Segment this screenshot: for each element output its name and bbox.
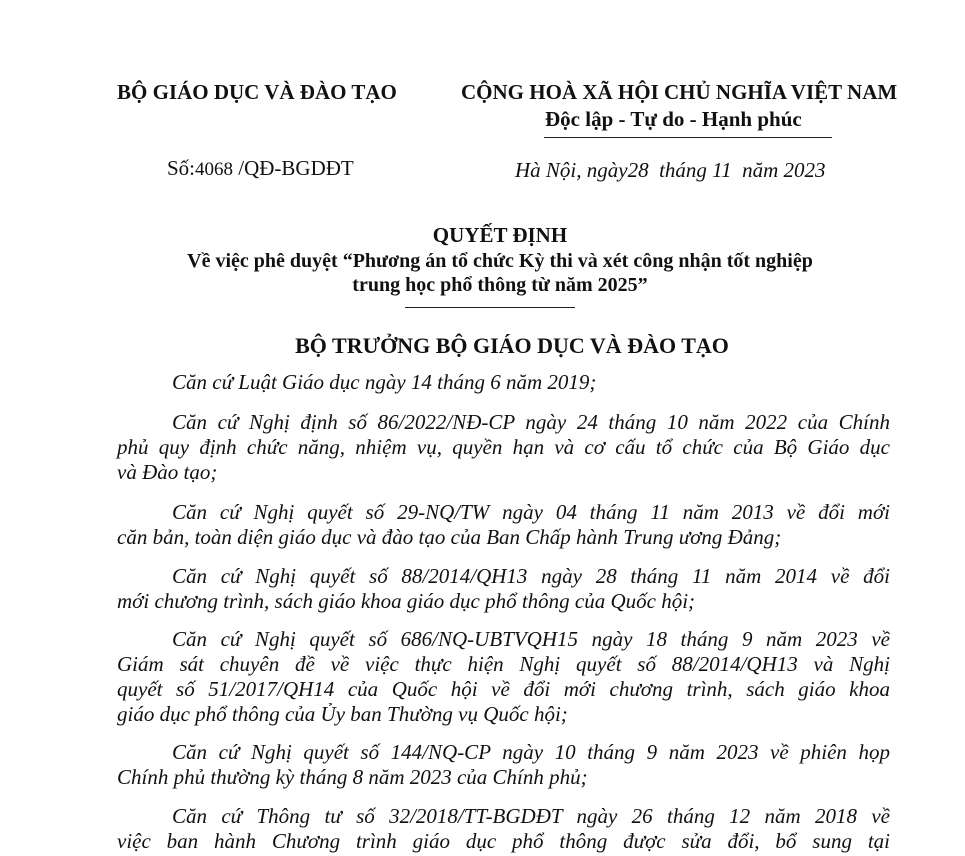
- month-label: tháng: [659, 158, 707, 182]
- motto-underline: [544, 137, 832, 138]
- year-label: năm: [742, 158, 779, 182]
- decision-heading: QUYẾT ĐỊNH: [432, 223, 568, 247]
- document-number: [167, 156, 354, 181]
- ministry-name: BỘ GIÁO DỤC VÀ ĐÀO TẠO: [117, 80, 397, 104]
- basis-2: Căn cứ Nghị định số 86/2022/NĐ-CP ngày 24 tháng 10 năm 2022 của Chính phủ quy định chức năng, nhiệm vụ, quyền hạn và cơ cấu tổ chức của Bộ Giáo dục và Đào tạo;: [117, 410, 890, 484]
- doc-number-prefix: Số:: [167, 156, 196, 180]
- basis-4: Căn cứ Nghị quyết số 88/2014/QH13 ngày 28 tháng 11 năm 2014 về đổi mới chương trình, sách giáo khoa giáo dục phổ thông của Quốc hội;: [117, 564, 890, 613]
- basis-3: Căn cứ Nghị quyết số 29-NQ/TW ngày 04 tháng 11 năm 2013 về đổi mới căn bản, toàn diện giáo dục và đào tạo của Ban Chấp hành Trung ương Đảng;: [117, 500, 890, 549]
- doc-number-value: 4068: [195, 159, 234, 180]
- place-date: [515, 158, 826, 183]
- decision-subject-line2: trung học phổ thông từ năm 2025”: [352, 274, 648, 296]
- date-year: 2023: [783, 158, 826, 182]
- decision-subject-line1: Về việc phê duyệt “Phương án tổ chức Kỳ thi và xét công nhận tốt nghiệp: [187, 250, 813, 272]
- basis-5: Căn cứ Nghị quyết số 686/NQ-UBTVQH15 ngày 18 tháng 9 năm 2023 về Giám sát chuyên đề về việc thực hiện Nghị quyết số 88/2014/QH13 và Nghị quyết số 51/2017/QH14 của Quốc hội về đổi mới chương trình, sách giáo khoa giáo dục phổ thông của Ủy ban Thường vụ Quốc hội;: [117, 627, 890, 726]
- basis-1: Căn cứ Luật Giáo dục ngày 14 tháng 6 năm 2019;: [172, 370, 597, 394]
- country-name: CỘNG HOÀ XÃ HỘI CHỦ NGHĨA VIỆT NAM: [461, 80, 898, 104]
- place-date-prefix: Hà Nội, ngày: [515, 158, 628, 182]
- basis-6: Căn cứ Nghị quyết số 144/NQ-CP ngày 10 tháng 9 năm 2023 về phiên họp Chính phủ thường kỳ tháng 8 năm 2023 của Chính phủ;: [117, 740, 890, 789]
- date-day: 28: [627, 158, 649, 182]
- date-month: 11: [712, 158, 732, 182]
- motto: Độc lập - Tự do - Hạnh phúc: [545, 107, 802, 131]
- authority-heading: BỘ TRƯỞNG BỘ GIÁO DỤC VÀ ĐÀO TẠO: [295, 333, 729, 358]
- title-underline: [405, 307, 575, 308]
- basis-7: Căn cứ Thông tư số 32/2018/TT-BGDĐT ngày 26 tháng 12 năm 2018 về việc ban hành Chương trình giáo dục phổ thông được sửa đổi, bổ sung tại: [117, 804, 890, 853]
- doc-number-suffix: /QĐ-BGDĐT: [238, 156, 354, 180]
